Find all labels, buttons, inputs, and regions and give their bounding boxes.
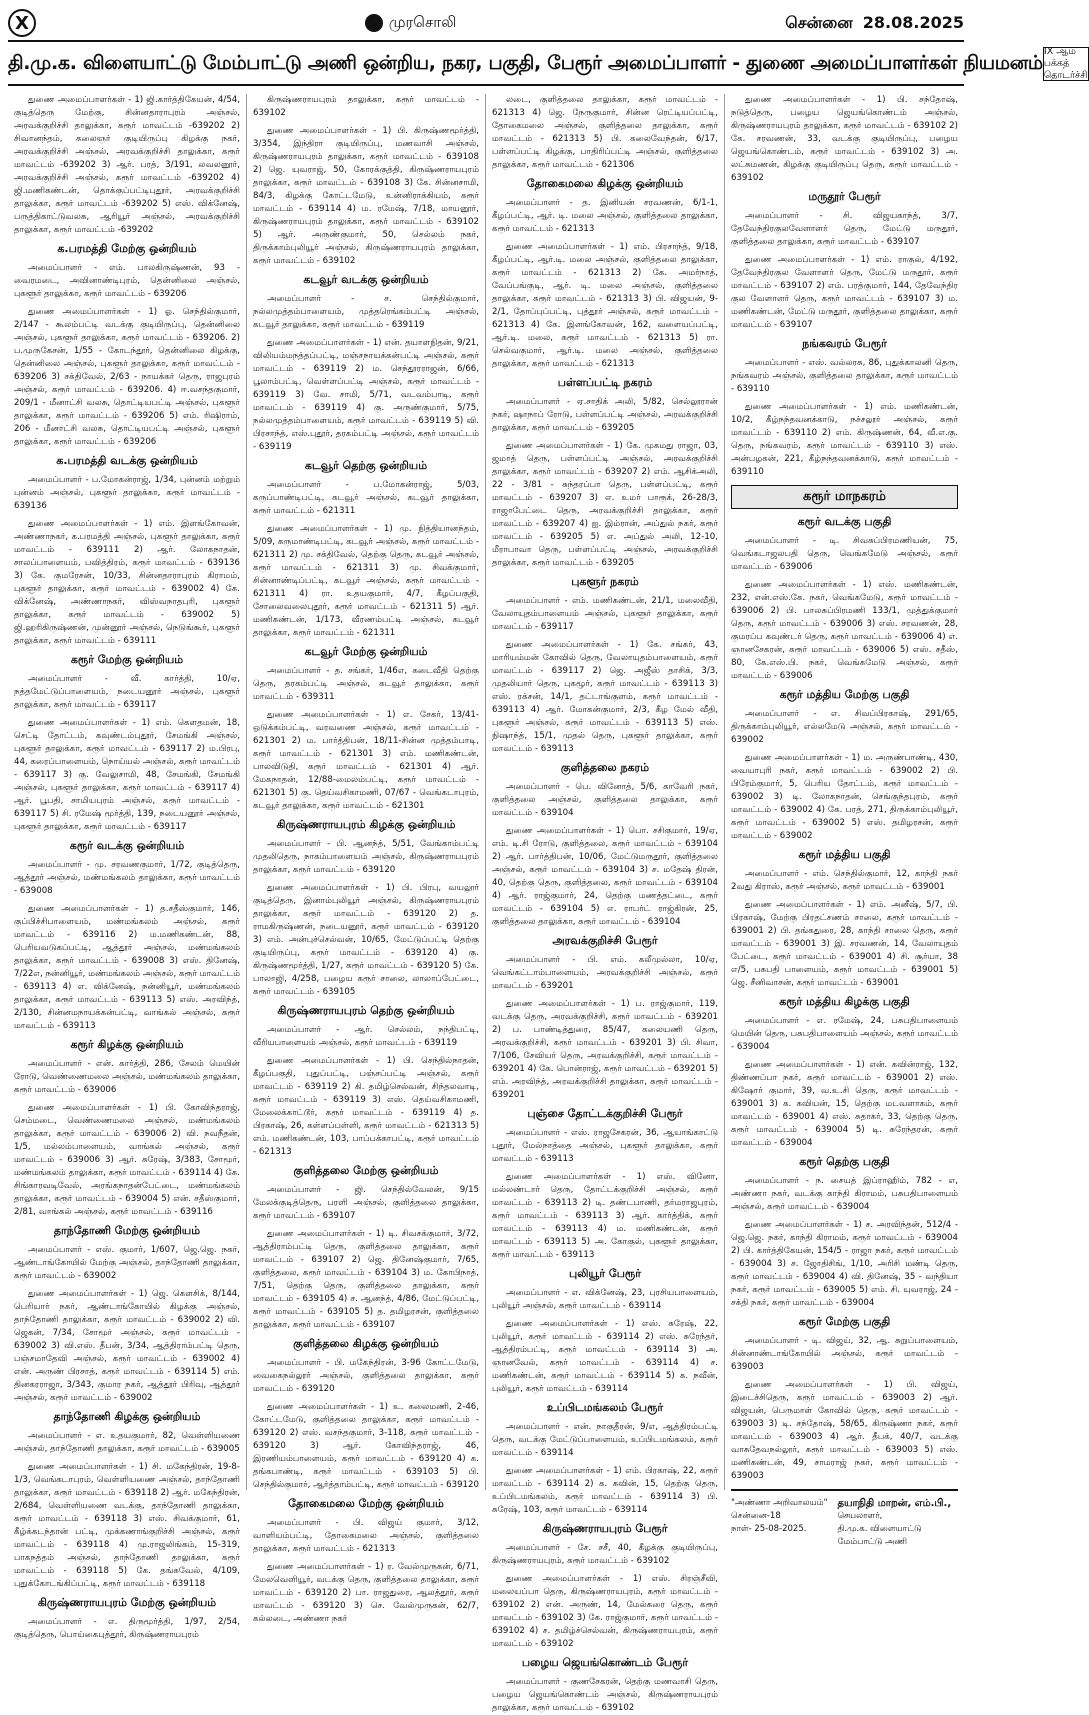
section-heading: பழைய ஜெயங்கொண்டம் பேரூர் — [521, 1656, 689, 1669]
appointment-paragraph: அமைப்பாளர் - ப.மோகன்ராஜ், 1/34, புன்னம் மற்றும் புன்னம் அஞ்சல், புகளூர் தாலுக்கா, கரூர் மாவட்டம் - 639136 — [14, 475, 240, 511]
section-heading: கரூர் கிழக்கு ஒன்றியம் — [70, 1038, 184, 1051]
appointment-paragraph: அமைப்பாளர் - பி. மகேந்திரன், 3-96 கோட்டமேடு, வைகைநல்லூர் அஞ்சல், குளித்தலை தாலுக்கா, கரூர் மாவட்டம் - 639120 — [253, 1358, 479, 1394]
appointment-paragraph: துணை அமைப்பாளர்கள் - 1) ப. ராஜ்குமார், 119, வடக்கு தெரு, அரவக்குறிச்சி, கரூர் மாவட்டம் - 639201 2) ப. பாண்டித்துரை, 85/47, கலையணி தெரு, அரவக்குறிச்சி, கரூர் மாவட்டம் - 639201 3) பி. சிவா, 7/106, சேவியர் தெரு, அரவக்குறிச்சி, கரூர் மாவட்டம் - 639201 4) கே. பொன்ராஜ், கரூர் மாவட்டம் - 639201 5) எம். அரவிந்த், அரவக்குறிச்சி தாலுக்கா, கரூர் மாவட்டம் - 639201 — [492, 999, 718, 1100]
masthead — [8, 6, 964, 42]
signatory-name: தயாநிதி மாறன், எம்.பி., — [837, 1498, 952, 1509]
signatory-wing: தி.மு.க. விளையாட்டு மேம்பாட்டு அணி — [837, 1524, 922, 1547]
paper-logo-icon — [365, 14, 383, 32]
section-heading: குளித்தலை நகரம் — [560, 761, 650, 774]
section-heading: குளித்தலை மேற்கு ஒன்றியம் — [293, 1164, 439, 1177]
signature-place — [731, 1497, 831, 1549]
appointment-paragraph: துணை அமைப்பாளர்கள் - 1) உ. கலைமணி, 2-46, கோட்டமேடு, குளித்தலை தாலுக்கா, கரூர் மாவட்டம் - 639120 2) எஸ். வசந்தகுமார், 3-118, கரூர் மாவட்டம் - 639120 3) ஆர். கோவிந்தராஜ், 46, இரணியம்பாளையம், கரூர் மாவட்டம் - 639120 4) க. தங்கபாண்டி, கரூர் மாவட்டம் - 639103 5) பி. செந்தில்குமார், ஆர்த்தாம்பட்டி, கரூர் மாவட்டம் - 639120 — [253, 1402, 479, 1490]
section-heading: புகளூர் நகரம் — [571, 575, 639, 588]
column-1 — [8, 94, 247, 1640]
appointment-paragraph: துணை அமைப்பாளர்கள் - 1) பி. விஜய், இடைச்சிதெரு, கரூர் மாவட்டம் - 639003 2) ஆர். விஜயன், பெருமாள் கோவில் தெரு, கரூர் மாவட்டம் - 639003 3) டி. சந்தோஷ், 58/65, கிருஷ்ணா நகர், கரூர் மாவட்டம் - 639003 4) ஆர். தீபக், 40/7, வடக்கு வாசுதேவநல்லூர், கரூர் மாவட்டம் - 639003 5) எஸ். மணிகண்டன், 49, சாமராஜ் நகர், கரூர் மாவட்டம் - 639003 — [731, 1380, 958, 1481]
section-heading: பள்ளப்பட்டி நகரம் — [557, 376, 653, 389]
appointment-paragraph: துணை அமைப்பாளர்கள் - 1) என். தயாளநிதன், 9/21, விலியம்மநத்தப்பட்டி, மஞ்சநாயக்கன்பட்டி அஞ்சல், கரூர் மாவட்டம் - 639119 2) ம. செந்தூரராஜன், 6/66, பூலாம்பட்டி, வெள்ளப்பட்டி அஞ்சல், கரூர் மாவட்டம் - 639119 3) வே. சாமி, 5/71, வடவம்பாடி, கரூர் மாவட்டம் - 639119 4) கு. அருண்குமார், 5/75, நல்லமுத்தம்பாளையம், கரூர் மாவட்டம் - 639119 5) வி. பிரசாந்த், எஸ்.புதூர், தரகம்பட்டி அஞ்சல், கரூர் மாவட்டம் - 639119 — [253, 338, 479, 452]
continuation-box — [1043, 47, 1089, 81]
column-3 — [486, 94, 725, 1713]
signatory-title: செயலாளர், — [837, 1511, 883, 1521]
appointment-paragraph: அமைப்பாளர் - குணசேகரன், தெற்கு மணவாசி தெரு, பழைய ஜெயங்கொண்டம் அஞ்சல், கிருஷ்ணராயபுரம் தாலுக்கா, கரூர் மாவட்டம் - 639102 — [492, 1677, 718, 1713]
section-heading: உப்பிடமங்கலம் பேரூர் — [546, 1401, 664, 1414]
appointment-paragraph: லடை, குளித்தலை தாலுக்கா, கரூர் மாவட்டம் - 621313 4) ஜெ. நேருகுமார், சின்ன ரெட்டியப்பட்டி, தோகைமலை அஞ்சல், குளித்தலை தாலுக்கா, கரூர் மாவட்டம் - 621313 5) பி. கலைவேந்தன், 6/17, பள்ளப்பட்டி கிழக்கு, பாதிரிப்பட்டி அஞ்சல், குளித்தலை தாலுக்கா, கரூர் மாவட்டம் - 621306 — [492, 95, 718, 170]
appointment-paragraph: துணை அமைப்பாளர்கள் - 1) எ. சேகர், 13/41-ஒடுக்கம்பட்டி, வரவணை அஞ்சல், கரூர் மாவட்டம் - 621301 2) ம. பார்த்திபன், 18/11-சின்ன முத்தம்பாடி, கரூர் மாவட்டம் - 621301 3) எம். மணிகண்டன், பாலவிடுதி, கரூர் மாவட்டம் - 621301 4) ஆர். மேகநாதன், 12/88-மைலம்பட்டி, கரூர் மாவட்டம் - 621301 5) கு. தெய்வசிகாமணி, 07/67 - வெங்கடாபுரம், கடவூர் தாலுக்கா, கரூர் மாவட்டம் - 621301 — [253, 710, 479, 811]
appointment-paragraph: அமைப்பாளர் - எம். செந்தில்குமார், 12, காந்தி நகர் 2வது கிராஸ், கரூர் அஞ்சல், கரூர் மாவட்டம் - 639001 — [731, 869, 958, 892]
appointment-paragraph: துணை அமைப்பாளர்கள் - 1) டி. சிவசக்குமார், 3/72, ஆத்திராம்பட்டி தெரு, குளித்தலை தாலுக்கா, கரூர் மாவட்டம் - 639107 2) ஜெ. தினேஷ்குமார், 7/65, குளித்தலை, கரூர் மாவட்டம் - 639104 3) ம. கோபிநாத், 7/51, தெற்கு தெரு, குளித்தலை தாலுக்கா, கரூர் மாவட்டம் - 639105 4) ச. ஆனந்த், 4/86, மேட்டுப்பட்டி, கரூர் மாவட்டம் - 639105 5) த. தமிழரசன், குளித்தலை தாலுக்கா, கரூர் மாவட்டம் - 639107 — [253, 1229, 479, 1330]
appointment-paragraph: துணை அமைப்பாளர்கள் - 1) எஸ். சிரஞ்சீவி, மலையப்பா தெரு, கிருஷ்ணராயபுரம், கரூர் மாவட்டம் - 639102 2) என். அருண், 14, மேல்கரை தெரு, கரூர் மாவட்டம் - 639102 3) கே. ராஜ்குமார், கரூர் மாவட்டம் - 639102 4) ச. தமிழ்ச்செல்வன், கிருஷ்ணராயபுரம், கரூர் மாவட்டம் - 639102 — [492, 1574, 718, 1649]
appointment-paragraph: அமைப்பாளர் - டி. சிவசுப்பிரமணியன், 75, வெங்கடாஜலபதி தெரு, வெங்கமேடு அஞ்சல், கரூர் மாவட்டம் - 639006 — [731, 536, 958, 572]
issue-date: 28.08.2025 — [862, 12, 964, 32]
city: சென்னை — [785, 12, 853, 32]
section-heading: அரவக்குறிச்சி பேரூர் — [552, 934, 658, 947]
appointment-paragraph: அமைப்பாளர் - ஆர். செல்லம், நந்திபட்டி, வீரியபாளையம் அஞ்சல், கரூர் மாவட்டம் - 639119 — [253, 1025, 479, 1048]
section-heading: மருதூர் பேரூர் — [808, 190, 881, 203]
appointment-paragraph: துணை அமைப்பாளர்கள் - 1) ர. வேல்முருகன், 6/71, மேலவெளியூர், வடக்கு தெரு, குளித்தலை தாலுக்கா, கரூர் மாவட்டம் - 639120 2) பா. ராஜதுரை, ஆலத்தூர், கரூர் மாவட்டம் - 639120 3) செ. வேல்முருகன், 62/7, கல்லடை, அண்ணா நகர் — [253, 1562, 479, 1624]
appointment-paragraph: துணை அமைப்பாளர்கள் - 1) எம். அனீஷ், 5/7, பி. பிரகாஷ், மேற்கு பிரதட்சணம் சாலை, கரூர் மாவட்டம் - 639001 2) பி. தங்கதுரை, 28, காந்தி சாலை தெரு, கரூர் மாவட்டம் - 639001 3) இ. சரவணன், 14, வேலாயுதம் பேட்டை, கரூர் மாவட்டம் - 639001 4) சி. சூர்யா, 38 எ/5, பசுபதி பாளையம், கரூர் மாவட்டம் - 639001 5) ஜெ. சீனிவாசன், கரூர் மாவட்டம் - 639001 — [731, 900, 958, 988]
section-heading: கரூர் மத்திய பகுதி — [798, 848, 891, 861]
page-number: X — [8, 9, 36, 37]
appointment-paragraph: துணை அமைப்பாளர்கள் - 1) எம். கௌதமன், 18, செட்டி தோட்டம், கவுண்டம்புதூர், சேமங்கி அஞ்சல், புகளூர் தாலுக்கா, கரூர் மாவட்டம் - 639117 2) ம.பிரபு, 44, கரைப்பாளையம், நொய்யல் அஞ்சல், கரூர் மாவட்டம் - 639117 3) கு. வேலுசாமி, 48, சேமங்கி, சேமங்கி அஞ்சல், புகளூர் தாலுக்கா, கரூர் மாவட்டம் - 639117 4) ஆர். பூபதி, சாமியபுரம் அஞ்சல், கரூர் மாவட்டம் - 639117 5) சி. ரமேஷ் மூர்த்தி, 139, நடையனூர் அஞ்சல், புகளூர் தாலுக்கா, கரூர் மாவட்டம் - 639117 — [14, 718, 240, 832]
appointment-paragraph: துணை அமைப்பாளர்கள் - 1) ம. அருண்பாண்டி, 430, வையாபுரி நகர், கரூர் மாவட்டம் - 639002 2) பி. பிரேம்குமார், 5, பெரிய தோட்டம், கரூர் மாவட்டம் - 639002 3) டி. லோகநாதன், செங்குந்தபுரம், கரூர் மாவட்டம் - 639002 4) கே. பரத், 271, திருக்காம்புலியூர், கரூர் மாவட்டம் - 639002 5) எஸ். தமிழரசன், கரூர் மாவட்டம் - 639002 — [731, 753, 958, 841]
appointment-paragraph: துணை அமைப்பாளர்கள் - 1) ச. அரவிந்தன், 512/4 - ஜெ.ஜெ. நகர், காந்தி கிராமம், கரூர் மாவட்டம் - 639004 2) பி. கார்த்திகேயன், 154/5 - ராஜா நகர், கரூர் மாவட்டம் - 639004 3) ச. ஜோதிசிங், 1/10, அரிசி மண்டி தெரு, கரூர் மாவட்டம் - 639004 4) வி. தினேஷ், 35 - வந்தியா நகர், கரூர் மாவட்டம் - 639005 5) எம். சி. யுவராஜ், 24 - சக்தி நகர், கரூர் மாவட்டம் - 639004 — [731, 1220, 958, 1308]
section-heading: கரூர் வடக்கு பகுதி — [797, 515, 892, 528]
appointment-paragraph: துணை அமைப்பாளர்கள் - 1) எஸ். வினோ, மல்லண்டார் தெரு, தோட்டக்குறிச்சி அஞ்சல், கரூர் மாவட்டம் - 639113 2) டி. தண்டபாணி, தர்மராஜபுரம், கரூர் மாவட்டம் - 639113 3) ஆர். கார்த்திக், கரூர் மாவட்டம் - 639113 4) ம. மணிகண்டன், கரூர் மாவட்டம் - 639113 5) அ. கோகுல், புகளூர் தாலுக்கா, கரூர் மாவட்டம் - 639113 — [492, 1172, 718, 1260]
appointment-paragraph: துணை அமைப்பாளர்கள் - 1) எம். மணிகண்டன், 10/2, கீழ்நந்தவனக்காடு, நச்சலூர் அஞ்சல், கரூர் மாவட்டம் - 639110 2) எம். கிருஷ்ணன், 64, வீ.எ.கு. தெரு, நங்கவரம், கரூர் மாவட்டம் - 639110 3) எஸ். அன்பழகன், 221, கீழ்நந்தவனக்காடு, கரூர் மாவட்டம் - 639110 — [731, 402, 958, 477]
section-heading: தோகைமலை மேற்கு ஒன்றியம் — [288, 1497, 444, 1510]
section-heading: புலியூர் பேரூர் — [569, 1267, 641, 1280]
appointment-paragraph: துணை அமைப்பாளர்கள் - 1) மு. நித்தியானந்தம், 5/09, கருமாண்டிபட்டி, கடவூர் அஞ்சல், கரூர் மாவட்டம் - 621311 2) மு. சக்திவேல், தெற்கு தெரு, கடவூர் அஞ்சல், கரூர் மாவட்டம் - 621311 3) மு. சிவக்குமார், சின்னாண்டிப்பட்டி, கடவூர் அஞ்சல், கரூர் மாவட்டம் - 621311 4) ரா. உதயகுமார், 4/7, கீழப்பகுதி, சோலைவலைபுதூர், கரூர் மாவட்டம் - 621311 5) ஆர். மணிகண்டன், 1/173, வீரணம்பட்டி அஞ்சல், கடவூர் தாலுக்கா, கரூர் மாவட்டம் - 621311 — [253, 524, 479, 638]
appointment-paragraph: அமைப்பாளர் - பெ. வினோத், 5/6, காவேரி நகர், குளித்தலை அஞ்சல், குளித்தலை தாலுக்கா, கரூர் மாவட்டம் - 639104 — [492, 782, 718, 818]
appointment-paragraph: துணை அமைப்பாளர்கள் - 1) பி. செந்தில்நாதன், கீழப்பகுதி, புதுப்பட்டி, பஞ்சப்பட்டி அஞ்சல், கரூர் மாவட்டம் - 639119 2) கி. தமிழ்செல்வன், சிந்தலவாடி, கரூர் மாவட்டம் - 639119 3) எஸ். தெய்வசிகாமணி, மேலைக்காட்டூர், கரூர் மாவட்டம் - 639119 4) த. பிரகாஷ், 26, கள்ளப்பள்ளி, கரூர் மாவட்டம் - 621313 5) எம். மணிகண்டன், 103, பாப்பக்காபட்டி, கரூர் மாவட்டம் - 621313 — [253, 1056, 479, 1157]
section-heading: கடவூர் தெற்கு ஒன்றியம் — [304, 459, 428, 472]
appointment-paragraph: அமைப்பாளர் - த. இனியன் சரவணன், 6/1-1, கீழப்பட்டி, ஆர். டி. மலை அஞ்சல், குளித்தலை தாலுக்கா, கரூர் மாவட்டம் - 621313 — [492, 198, 718, 234]
section-heading: கிருஷ்ணராயபுரம் பேரூர் — [542, 1522, 668, 1535]
paper-title: முரசொலி — [388, 13, 457, 31]
appointment-paragraph: அமைப்பாளர் - எஸ். ராஜசேகரன், 36, ஆயாங்காட்டு புதூர், மேல்நாத்தை அஞ்சல், புகளூர் தாலுக்கா, கரூர் மாவட்டம் - 639113 — [492, 1128, 718, 1164]
section-heading: குளித்தலை கிழக்கு ஒன்றியம் — [293, 1337, 439, 1350]
appointment-paragraph: அமைப்பாளர் - ஏ.சாதிக் அலி, 5/82, செல்லூரான் நகர், ஷாநாப் ரோடு, பள்ளப்பட்டி அஞ்சல், அரவக்குறிச்சி தாலுக்கா, கரூர் மாவட்டம் - 639205 — [492, 397, 718, 433]
section-heading: கரூர் மத்திய மேற்கு பகுதி — [779, 688, 910, 701]
appointment-paragraph: அமைப்பாளர் - எ. விக்னேஷ், 23, புரசியபாளையம், புலியூர் அஞ்சல், கரூர் மாவட்டம் - 639114 — [492, 1288, 718, 1311]
appointment-paragraph: அமைப்பாளர் - எ. உதயகுமார், 82, வெள்ளியணை அஞ்சல், தாந்தோணி தாலுக்கா, கரூர் மாவட்டம் - 639005 — [14, 1431, 240, 1454]
section-heading: தாந்தோணி மேற்கு ஒன்றியம் — [53, 1224, 201, 1237]
paper-name — [365, 13, 457, 33]
section-heading: கரூர் மேற்கு பகுதி — [798, 1315, 891, 1328]
appointment-paragraph: துணை அமைப்பாளர்கள் - 1) எம். பிரசாந்த், 9/18, கீழப்பட்டி, ஆர்.டி. மலை அஞ்சல், குளித்தலை தாலுக்கா, கரூர் மாவட்டம் - 621313 2) கே. அமர்நாத், வேப்பங்குடி, ஆர். டி. மலை அஞ்சல், குளித்தலை தாலுக்கா, கரூர் மாவட்டம் - 621313 3) பி. விஜயன், 9-2/1, தோப்புப்பட்டி, புத்தூர் அஞ்சல், கரூர் மாவட்டம் - 621313 4) கே. இளங்கோவன், 162, வளையப்பட்டி, ஆர்.டி. மலை, கரூர் மாவட்டம் - 621313 5) ரா. செல்வகுமார், ஆர்.டி. மலை அஞ்சல், குளித்தலை தாலுக்கா, கரூர் மாவட்டம் - 621313 — [492, 242, 718, 369]
appointment-paragraph: அமைப்பாளர் - எஸ். குமார், 1/607, ஜெ.ஜெ. நகர், ஆண்டாங்கோயில் மேற்கு அஞ்சல், தாந்தோணி தாலுக்கா, கரூர் மாவட்டம் - 639002 — [14, 1245, 240, 1281]
appointment-paragraph: அமைப்பாளர் - எ. திருமூர்த்தி, 1/97, 2/54, குடித்தெரு, பொய்கைபுத்தூர், கிருஷ்ணராயபுரம் — [14, 1617, 240, 1640]
appointment-paragraph: துணை அமைப்பாளர்கள் - 1) த.சதீஸ்குமார், 146, குப்பிச்சிபாளையம், மண்மங்கலம் அஞ்சல், கரூர் மாவட்டம் - 639116 2) ம.மணிகண்டன், 88, பெரியவடுகப்பட்டி, ஆத்தூர் அஞ்சல், மண்மங்கலம் தாலுக்கா, கரூர் மாவட்டம் - 639008 3) எஸ். தினேஷ், 7/22எ, நன்னியூர், மண்மங்கலம் அஞ்சல், கரூர் மாவட்டம் - 639113 4) எ. விக்னேஷ், நன்னியூர், மண்மங்கலம் தாலுக்கா, கரூர் மாவட்டம் - 639113 5) எஸ். அரவிந்த், 2/130, சின்னமநாயக்கன்பட்டி, வாங்கல் அஞ்சல், கரூர் மாவட்டம் - 639113 — [14, 904, 240, 1031]
appointment-paragraph: அமைப்பாளர் - ப.மோகன்ராஜ், 5/03, கருப்பாண்டிபட்டி, கடவூர் அஞ்சல், கடவூர் தாலுக்கா, கரூர் மாவட்டம் - 621311 — [253, 480, 479, 516]
appointment-paragraph: துணை அமைப்பாளர்கள் - 1) எஸ். சுரேஷ், 22, புலியூர், கரூர் மாவட்டம் - 639114 2) எஸ். சுரேந்தர், ஆத்திரம்பட்டி, கரூர் மாவட்டம் - 639114 3) அ. ஞானவேல், கரூர் மாவட்டம் - 639114 4) ச. மணிகண்டன், கரூர் மாவட்டம் - 639114 5) க. நவீன், புலியூர், கரூர் மாவட்டம் - 639114 — [492, 1319, 718, 1394]
section-heading: கரூர் வடக்கு ஒன்றியம் — [69, 839, 185, 852]
appointment-paragraph: துணை அமைப்பாளர்கள் - 1) பி. சந்தோஷ், நடுத்தெரு, பழைய ஜெயங்கொண்டம் அஞ்சல், கிருஷ்ணராயபுரம் தாலுக்கா, கரூர் மாவட்டம் - 639102 2) கே. சரவணன், 33, வடக்கு குடியிருப்பு, பழைய ஜெயங்கொண்டம், கரூர் மாவட்டம் - 639102 3) அ. லட்சுமணன், கிழக்கு குடியிருப்பு தெரு, கரூர் மாவட்டம் - 639102 — [731, 95, 958, 183]
appointment-paragraph: அமைப்பாளர் - த. சங்கர், 1/46எ, கடைவீதி தெற்கு தெரு, தரகம்பட்டி அஞ்சல், கடவூர் தாலுக்கா, கரூர் மாவட்டம் - 639311 — [253, 666, 479, 702]
section-heading: கடவூர் வடக்கு ஒன்றியம் — [303, 273, 429, 286]
section-heading: கடவூர் மேற்கு ஒன்றியம் — [304, 645, 428, 658]
appointment-paragraph: அமைப்பாளர் - டி. விஜய், 32, ஆ. சுறுப்பாளையம், சின்னாண்டாங்கோயில் அஞ்சல், கரூர் மாவட்டம் - 639003 — [731, 1336, 958, 1372]
appointment-paragraph: அமைப்பாளர் - ந. சையத் இப்ராஹிம், 782 - எ, அண்ணா நகர், வடக்கு காந்தி கிராமம், பசுபதிபாளையம் அஞ்சல், கரூர் மாவட்டம் - 639004 — [731, 1176, 958, 1212]
appointment-paragraph: துணை அமைப்பாளர்கள் - 1) எம். பிரகாஷ், 22, கரூர் மாவட்டம் - 639114 2) க. கவின், 15, தெற்கு தெரு, உப்பிடமங்கலம், கரூர் மாவட்டம் - 639114 3) பி. சுரேஷ், 103, கரூர் மாவட்டம் - 639114 — [492, 1466, 718, 1515]
appointment-paragraph: துணை அமைப்பாளர்கள் - 1) கே. முகமது ராஜா, 03, ஜமாத் தெரு, பள்ளப்பட்டி அஞ்சல், அரவக்குறிச்சி தாலுக்கா, கரூர் மாவட்டம் - 639207 2) எம். ஆசிக்அலி, 22 - 3/81 - சுந்தரப்பா தெரு, பள்ளப்பட்டி, கரூர் மாவட்டம் - 639207 3) எ. உமர் பாரூக், 26-28/3, ராஜாபேட்டை தெரு, அரவக்குறிச்சி தாலுக்கா, கரூர் மாவட்டம் - 639207 4) ஐ. இம்ரான், அப்துல் நகர், கரூர் மாவட்டம் - 639205 5) எ. அப்துல் அலி, 12-10, மீராபாவா தெரு, பள்ளப்பட்டி அஞ்சல், அரவக்குறிச்சி தாலுக்கா, கரூர் மாவட்டம் - 639205 — [492, 441, 718, 568]
column-4-blocks — [731, 94, 958, 1483]
section-heading: கரூர் தெற்கு பகுதி — [799, 1155, 890, 1168]
section-heading: கிருஷ்ணராயபுரம் தெற்கு ஒன்றியம் — [277, 1004, 455, 1017]
column-4 — [725, 94, 964, 1547]
section-heading: தாந்தோணி கிழக்கு ஒன்றியம் — [53, 1410, 201, 1423]
signature-block — [731, 1489, 958, 1549]
appointment-paragraph: துணை அமைப்பாளர்கள் - 1) எஸ். மணிகண்டன், 232, என்.எஸ்.கே. நகர், வெங்கமேடு, கரூர் மாவட்டம் - 639006 2) பி. பாலசுப்பிரமணி 133/1, முத்துக்குமார் தெரு, கரூர் மாவட்டம் - 639006 3) எஸ். சரவணன், 28, குமரப்ப கவுண்டர் தெரு, கரூர் மாவட்டம் - 639006 4) எ. ஞானசேகரன், கரூர் மாவட்டம் - 639006 5) எஸ். சதீஸ், 80, கே.எஸ்.பி. நகர், வெங்கமேடு அஞ்சல், கரூர் மாவட்டம் - 639006 — [731, 580, 958, 681]
appointment-paragraph: அமைப்பாளர் - எம். மணிகண்டன், 21/1, மலைவீதி, வேலாயுதம்பாளையம் அஞ்சல், புகளூர் தாலுக்கா, கரூர் மாவட்டம் - 639117 — [492, 596, 718, 632]
appointment-paragraph: துணை அமைப்பாளர்கள் - 1) எம். ராகுல், 4/192, தேவேந்திரகுல வேளாளர் தெரு, மேட்டு மருதூர், கரூர் மாவட்டம் - 639107 2) எம். பரத்குமார், 144, தேவேந்திர குல வேளாளர் தெரு, கரூர் மாவட்டம் - 639107 3) ம. மணிகண்டன், மேட்டு மருதூர், குளித்தலை தாலுக்கா, கரூர் மாவட்டம் - 639107 — [731, 255, 958, 330]
appointment-paragraph: துணை அமைப்பாளர்கள் - 1) கே. சங்கர், 43, மாரியம்மன் கோவில் தெரு, வேலாயுதம்பாளையம், கரூர் மாவட்டம் - 639117 2) ஜெ. அஜீஸ் தாசிக், 3/3, முதலியார் தெரு, புகழூர், கரூர் மாவட்டம் - 639113 3) எஸ். ரக்சன், 14/1, தட்டாங்குளம், கரூர் மாவட்டம் - 639113 4) ஆர். மோகன்குமார், 2/3, கீழ மேல் வீதி, புகளூர் அஞ்சல், கரூர் மாவட்டம் - 639113 5) எஸ். நிஷாந்த், 15/1, முதல் தெரு, புகளூர் தாலுக்கா, கரூர் மாவட்டம் - 639113 — [492, 640, 718, 754]
appointment-paragraph: துணை அமைப்பாளர்கள் - 1) ஜி.கார்த்திகேயன், 4/54, குடித்தெரு மேற்கு, சின்னதாராபுரம் அஞ்சல், அரவக்குறிச்சி தாலுக்கா, கரூர் மாவட்டம் -639202 2) சிவானந்தம், கலைஞர் குடியிருப்பு கிழக்கு நகர், அரவக்குறிச்சி அஞ்சல், அரவக்குறிச்சி தாலுக்கா, கரூர் மாவட்டம் -639202 3) ஆர். பரத், 3/191, லவலனூர், அரவக்குறிச்சி அஞ்சல், கரூர் மாவட்டம் -639202 4) ஜி.மணிகண்டன், தொக்குப்பட்டிபுதூர், அரவக்குறிச்சி தாலுக்கா, கரூர் மாவட்டம் -639202 5) எஸ். விக்னேஷ், பருத்திகாட்டுவலசு, ஆரியூர் அஞ்சல், அரவக்குறிச்சி தாலுக்கா, கரூர் மாவட்டம் -639202 — [14, 95, 240, 235]
appointment-paragraph: அமைப்பாளர் - மு. சரவணகுமார், 1/72, குடித்தெரு, ஆத்தூர் அஞ்சல், மண்மங்கலம் தாலுக்கா, கரூர் மாவட்டம் - 639008 — [14, 860, 240, 896]
appointment-paragraph: துணை அமைப்பாளர்கள் - 1) பொ. சசிகுமார், 19/ஏ, எம். டி.சி ரோடு, குளித்தலை, கரூர் மாவட்டம் - 639104 2) ஆர். பார்த்திபன், 10/06, மேட்டுமருதூர், குளித்தலை அஞ்சல், கரூர் மாவட்டம் - 639104 3) ச. மதேஷ் திரன், 40, தெற்கு தெரு, குளித்தலை, கரூர் மாவட்டம் - 639104 4) ஆர். ராஜ்குமார், 24, தெற்கு மணத்தட்டை, கரூர் மாவட்டம் - 639104 5) எ. ராபர்ட் ராஜ்கிரன், 25, குளித்தலை தாலுக்கா, கரூர் மாவட்டம் - 639104 — [492, 826, 718, 927]
section-heading: நங்கவரம் பேரூர் — [802, 337, 887, 350]
appointment-paragraph: துணை அமைப்பாளர்கள் - 1) ஓ. செந்தில்குமார், 2/147 - கூலம்பட்டி வடக்கு குடியிருப்பு, தென்னிலை அஞ்சல், புகளூர் தாலுக்கா, கரூர் மாவட்டம் - 639206. 2) ப.முருகேசன், 1/55 - கோடந்தூர், தென்னிலை கிழக்கு, தென்னிலை அஞ்சல், புகளூர் தாலுக்கா, கரூர் மாவட்டம் - 639206 3) சக்திவேல், 2/63 - நாயக்கர் தெரு, ராஜபுரம் அஞ்சல், கரூர் மாவட்டம் - 639206. 4) ஈ.வசந்தகுமார், 209/1 - மீனாட்சி வலசு, தொட்டியபட்டி அஞ்சல், புகளூர் தாலுக்கா, கரூர் மாவட்டம் - 639206 5) எம். ரிஷிராம், 206 - மீனாட்சி வலசு, தொட்டியபட்டி அஞ்சல், புகளூர் தாலுக்கா, கரூர் மாவட்டம் - 639206 — [14, 307, 240, 447]
appointment-paragraph: அமைப்பாளர் - வீ. கார்த்தி, 10/ஏ, நத்தமேட்டுப்பாளையம், நடையனூர் அஞ்சல், புகளூர் தாலுக்கா, கரூர் மாவட்டம் - 639117 — [14, 674, 240, 710]
section-heading: கரூர் மேற்கு ஒன்றியம் — [70, 653, 184, 666]
dateline — [785, 13, 964, 34]
appointment-paragraph: அமைப்பாளர் - சி. விஜயகாந்த், 3/7, தேவேந்திரகுலவேளாளர் தெரு, மேட்டு மருதூர், குளித்தலை தாலுக்கா, கரூர் மாவட்டம் - 639107 — [731, 211, 958, 247]
signature-quote: "அண்ணா அறிவாலயம்" — [731, 1498, 828, 1508]
appointment-paragraph: அமைப்பாளர் - என். கார்த்தி, 286, சேலம் மெயின் ரோடு, வெண்ணைமலை அஞ்சல், மண்மங்கலம் தாலுக்கா, கரூர் மாவட்டம் - 639006 — [14, 1059, 240, 1095]
appointment-paragraph: அமைப்பாளர் - எ. ரமேஷ், 24, பசுபதிபாளையம் மெயின் தெரு, பசுபதிபாளையம் அஞ்சல், கரூர் மாவட்டம் - 639004 — [731, 1016, 958, 1052]
appointment-paragraph: அமைப்பாளர் - பி. விஜய் குமார், 3/12, வாளியம்பட்டி, தோகைமலை அஞ்சல், குளித்தலை தாலுக்கா, கரூர் மாவட்டம் - 621313 — [253, 1518, 479, 1554]
region-heading: கரூர் மாநகரம் — [731, 485, 958, 509]
headline-bar — [8, 46, 1088, 86]
appointment-paragraph: துணை அமைப்பாளர்கள் - 1) ஜெ. கௌசிக், 8/144, பெரியார் நகர், ஆண்டாங்கோயில் கிழக்கு அஞ்சல், தாந்தோணி தாலுக்கா, கரூர் மாவட்டம் - 639002 2) வி. ஜெகன், 7/34, சோமூர் அஞ்சல், கரூர் மாவட்டம் - 639002 3) வி.எஸ். தீபன், 3/34, ஆத்திராம்பட்டி தெரு, பஞ்சமாதேவி அஞ்சல், கரூர் மாவட்டம் - 639002 4) என். அருண் பிரசாத், கரூர் மாவட்டம் - 639114 5) எம். தினகரராஜா, 3/343, குமார நகர், ஆத்தூர் பிரிவு, ஆத்தூர் அஞ்சல், கரூர் மாவட்டம் - 639002 — [14, 1289, 240, 1403]
section-heading: தோகைமலை கிழக்கு ஒன்றியம் — [526, 177, 684, 190]
section-heading: புஞ்சை தோட்டக்குறிச்சி பேரூர் — [527, 1107, 683, 1120]
appointment-paragraph: துணை அமைப்பாளர்கள் - 1) எம். இளங்கோவன், அண்ணாநகர், க.பரமத்தி அஞ்சல், புகளூர் தாலுக்கா, கரூர் மாவட்டம் - 639111 2) ஆர். லோகநாதன், சாலப்பாளையம், பவித்திரம், கரூர் மாவட்டம் - 639136 3) கே. குமரேசன், 10/33, சின்னதாராபுரம் கிராமம், புகளூர் தாலுக்கா, கரூர் மாவட்டம் - 639002 4) கே. விக்னேஷ், அண்ணாநகர், விஸ்வநாதபுரி, புகளூர் தாலுக்கா, கரூர் மாவட்டம் - 639002 5) ஜி.ஹரிகிருஷ்ணன், முன்னூர் அஞ்சல், நெடுங்கூர், புகளூர் தாலுக்கா, கரூர் மாவட்டம் - 639111 — [14, 519, 240, 646]
article-columns — [8, 94, 964, 1713]
column-2 — [247, 94, 486, 1624]
signature-city: சென்னை-18 — [731, 1511, 781, 1521]
signature-person — [837, 1497, 958, 1549]
appointment-paragraph: அமைப்பாளர் - சே. சசீ, 40, கீழக்கு குடியிருப்பு, கிருஷ்ணராயபுரம், கரூர் மாவட்டம் - 639102 — [492, 1543, 718, 1566]
appointment-paragraph: அமைப்பாளர் - என். நாகுதீரன், 9/எ, ஆத்திரம்பட்டி தெரு, வடக்கு மேட்டுப்பாளையம், உப்பிடமங்கலம், கரூர் மாவட்டம் - 639114 — [492, 1422, 718, 1458]
section-heading: க.பரமத்தி வடக்கு ஒன்றியம் — [56, 454, 198, 467]
appointment-paragraph: அமைப்பாளர் - ச. செந்தில்குமார், நல்லமுத்தம்பாளையம், முத்தரெங்கம்பட்டி அஞ்சல், கடவூர் தாலுக்கா, கரூர் மாவட்டம் - 639119 — [253, 294, 479, 330]
appointment-paragraph: துணை அமைப்பாளர்கள் - 1) பி. கிருஷ்ணமூர்த்தி, 3/354, இந்திரா குடியிருப்பு, மணவாசி அஞ்சல், கிருஷ்ணராயபுரம் தாலுக்கா, கரூர் மாவட்டம் - 639108 2) ஜெ. யுவராஜ், 50, கோரக்குத்தி, கிருஷ்ணராயபுரம் தாலுக்கா, கரூர் மாவட்டம் - 639108 3) கே. சின்னசாமி, 84/3, கிழக்கு கோட்டமேடு, உன்னிராக்கியம், கரூர் மாவட்டம் - 639114 4) ம. ரமேஷ், 7/18, மாயனூர், கிருஷ்ணராயபுரம் தாலுக்கா, கரூர் மாவட்டம் - 639102 5) ஆர். அருண்குமார், 50, செல்லம் நகர், திருக்காம்புலியூர் அஞ்சல், கிருஷ்ணராயபுரம் தாலுக்கா, கரூர் மாவட்டம் - 639102 — [253, 126, 479, 266]
appointment-paragraph: அமைப்பாளர் - எம். பாலகிருஷ்ணன், 93 - வைரமடை, அவினாண்டிபுரம், தென்னிலை அஞ்சல், புகளூர் தாலுக்கா, கரூர் மாவட்டம் - 639206 — [14, 263, 240, 299]
appointment-paragraph: அமைப்பாளர் - பி. ஆனந்த், 5/51, வேங்காம்பட்டி முதலிதெரு, நாகம்பாளையம் அஞ்சல், கிருஷ்ணராயபுரம் தாலுக்கா, கரூர் மாவட்டம் - 639120 — [253, 839, 479, 875]
headline: தி.மு.க. விளையாட்டு மேம்பாட்டு அணி ஒன்றிய, நகர, பகுதி, பேரூர் அமைப்பாளர் - துணை அமைப்பாளர்கள் நியமனம் — [8, 51, 1043, 74]
appointment-paragraph: அமைப்பாளர் - எ. சிவப்பிரகாஷ், 291/65, திருக்காம்புலியூர், எல்லமேடு அஞ்சல், கரூர் மாவட்டம் - 639002 — [731, 709, 958, 745]
appointment-paragraph: துணை அமைப்பாளர்கள் - 1) பி. கோவிந்தராஜ், செம்மடை, வெண்ணைமலை அஞ்சல், மண்மங்கலம் தாலுக்கா, கரூர் மாவட்டம் - 639006 2) வி. நவநீதன், 1/5, மல்லம்பாளையம், வாங்கல் அஞ்சல், கரூர் மாவட்டம் - 639006 3) ஆர். சுரேஷ், 3/383, சோமூர், மண்மங்கலம் தாலுக்கா, கரூர் மாவட்டம் - 639114 4) கே. சிங்காரவடிவேல், அரங்கநாதன்பேட்டை, மண்மங்கலம் தாலுக்கா, கரூர் மாவட்டம் - 639004 5) என். சதீஸ்குமார், 2/81, வாங்கல் அஞ்சல், கரூர் மாவட்டம் - 639116 — [14, 1103, 240, 1217]
signature-date: நாள்- 25-08-2025. — [731, 1524, 807, 1534]
section-heading: க.பரமத்தி மேற்கு ஒன்றியம் — [57, 242, 197, 255]
continuation-line1: IX ஆம் பக்கத் — [1043, 46, 1076, 69]
appointment-paragraph: துணை அமைப்பாளர்கள் - 1) சி. மகேந்திரன், 19-8-1/3, வெங்கடாபுரம், வெள்ளியணை அஞ்சல், தாந்தோணி தாலுக்கா, கரூர் மாவட்டம் - 639118 2) ஆர். மகேந்திரன், 2/684, வெள்ளியணை வடக்கு, தாந்தோணி தாலுக்கா, கரூர் மாவட்டம் - 639118 3) எஸ். சிவக்குமார், 61, கீழ்க்கடந்தான் பட்டி, முக்கணாங்குறிச்சி அஞ்சல், கரூர் மாவட்டம் - 639118 4) மு.ராஜலிங்கம், 15-319, பாகநத்தம் அஞ்சல், தாந்தோணி தாலுக்கா, கரூர் மாவட்டம் - 639118 5) கே. தங்கவேல், 4/109, புதுக்கோடங்கிப்பட்டி, கரூர் மாவட்டம் - 639118 — [14, 1462, 240, 1589]
appointment-paragraph: அமைப்பாளர் - எஸ். வல்லரசு, 86, புதுக்காலனி தெரு, நங்கவரம் அஞ்சல், குளித்தலை தாலுக்கா, கரூர் மாவட்டம் - 639110 — [731, 358, 958, 394]
appointment-paragraph: துணை அமைப்பாளர்கள் - 1) என். கவின்ராஜ், 132, திண்ணப்பா நகர், கரூர் மாவட்டம் - 639001 2) எஸ். கிஷோர் குமார், 39, வ.உ.சி தெரு, கரூர் மாவட்டம் - 639001 3) க. கவியன், 15, தெற்கு மடவளாகம், கரூர் மாவட்டம் - 639001 4) எஸ். சுதாகர், 33, தெற்கு தெரு, கரூர் மாவட்டம் - 639004 5) டி. சுரேந்தரன், கரூர் மாவட்டம் - 639004 — [731, 1060, 958, 1148]
appointment-paragraph: அமைப்பாளர் - ஜி. செந்தில்வேலன், 9/15 மேலக்குடித்தெரு, பரளி அஞ்சல், குளித்தலை தாலுக்கா, கரூர் மாவட்டம் - 639107 — [253, 1185, 479, 1221]
section-heading: கரூர் மத்திய கிழக்கு பகுதி — [779, 995, 910, 1008]
appointment-paragraph: அமைப்பாளர் - பி. எம். கலீமுல்லா, 10/ஏ, வெங்கட்டாம்பாளையம், அரவக்குறிச்சி அஞ்சல், கரூர் மாவட்டம் - 639201 — [492, 955, 718, 991]
appointment-paragraph: கிருஷ்ணராயபுரம் தாலுக்கா, கரூர் மாவட்டம் - 639102 — [253, 95, 479, 118]
continuation-line2: தொடர்ச்சி — [1043, 70, 1088, 81]
appointment-paragraph: துணை அமைப்பாளர்கள் - 1) பி. பிரபு, வயலூர் குடித்தெரு, இனாம்புலியூர் அஞ்சல், கிருஷ்ணராயபுரம் தாலுக்கா, கரூர் மாவட்டம் - 639120 2) த. ராமகிருஷ்ணன், நடையனூர், கரூர் மாவட்டம் - 639120 3) எம். அன்புச்செல்வன், 10/65, மேட்டுப்பட்டி தெற்கு குடியிருப்பு, கரூர் மாவட்டம் - 639120 4) கு. கிருஷ்ணமூர்த்தி, 1/27, கரூர் மாவட்டம் - 639120 5) கே. பாலாஜி, 4/258, பழைய கரூர் சாலை, லாலாப்பேட்டை, கரூர் மாவட்டம் - 639105 — [253, 883, 479, 997]
section-heading: கிருஷ்ணராயபுரம் கிழக்கு ஒன்றியம் — [276, 818, 456, 831]
section-heading: கிருஷ்ணராயபுரம் மேற்கு ஒன்றியம் — [37, 1596, 217, 1609]
